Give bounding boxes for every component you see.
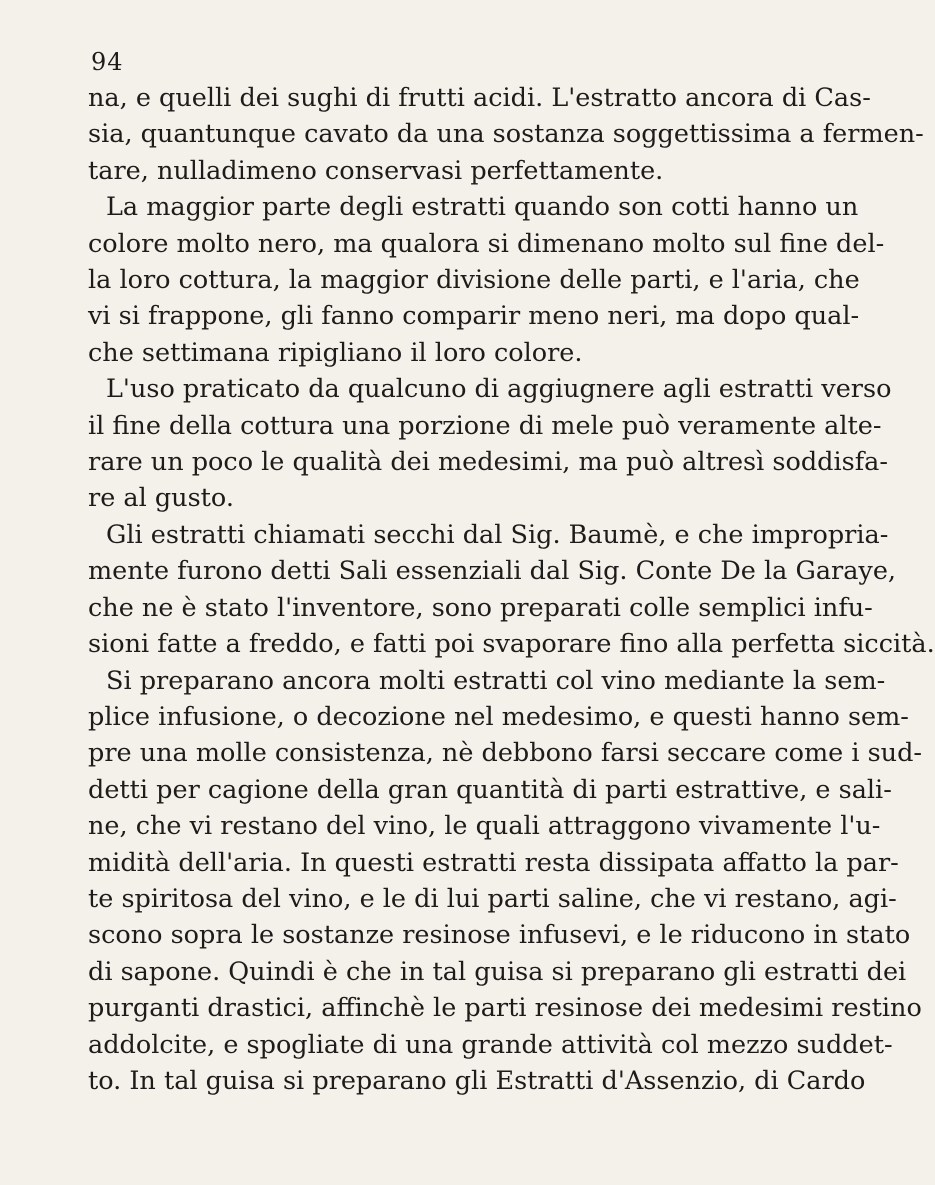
text-line: detti per cagione della gran quantità di parti estrattive, e sali- [88, 774, 892, 805]
text-line: ne, che vi restano del vino, le quali attraggono vivamente l'u- [88, 811, 881, 842]
text-line: rare un poco le qualità dei medesimi, ma può altresì soddisfa- [88, 447, 888, 478]
text-line: la loro cottura, la maggior divisione delle parti, e l'aria, che [88, 265, 860, 296]
text-line: La maggior parte degli estratti quando son cotti hanno un [106, 192, 859, 223]
text-line: Gli estratti chiamati secchi dal Sig. Baumè, e che impropria- [106, 519, 889, 550]
text-line: colore molto nero, ma qualora si dimenano molto sul fine del- [88, 228, 885, 259]
text-line: addolcite, e spogliate di una grande attività col mezzo suddet- [88, 1029, 893, 1060]
text-line: purganti drastici, affinchè le parti resinose dei medesimi restino [88, 993, 922, 1024]
text-line: tare, nulladimeno conservasi perfettamente. [88, 155, 664, 186]
text-line: midità dell'aria. In questi estratti resta dissipata affatto la par- [88, 847, 899, 878]
text-line: te spiritosa del vino, e le di lui parti saline, che vi restano, agi- [88, 883, 897, 914]
text-line: mente furono detti Sali essenziali dal Sig. Conte De la Garaye, [88, 556, 897, 587]
text-line: Si preparano ancora molti estratti col vino mediante la sem- [106, 665, 886, 696]
text-line: di sapone. Quindi è che in tal guisa si preparano gli estratti dei [88, 956, 907, 987]
text-line: il fine della cottura una porzione di mele può veramente alte- [88, 410, 882, 441]
page-number: 94 [91, 48, 124, 76]
text-line: na, e quelli dei sughi di frutti acidi. L'estratto ancora di Cas- [88, 83, 871, 113]
text-line: che ne è stato l'inventore, sono preparati colle semplici infu- [88, 592, 873, 623]
text-line: sia, quantunque cavato da una sostanza soggettissima a fermen- [88, 119, 924, 150]
text-line: sioni fatte a freddo, e fatti poi svaporare fino alla perfetta siccità. [88, 629, 935, 660]
text-line: plice infusione, o decozione nel medesimo, e questi hanno sem- [88, 701, 909, 732]
body-text [88, 80, 935, 1099]
text-line: re al gusto. [88, 483, 234, 514]
text-line: scono sopra le sostanze resinose infusevi, e le riducono in stato [88, 920, 911, 951]
text-line: vi si frappone, gli fanno comparir meno neri, ma dopo qual- [88, 301, 860, 332]
text-line: che settimana ripigliano il loro colore. [88, 337, 583, 368]
text-line: to. In tal guisa si preparano gli Estratti d'Assenzio, di Cardo [88, 1065, 866, 1096]
text-line: L'uso praticato da qualcuno di aggiugnere agli estratti verso [106, 374, 892, 405]
text-line: pre una molle consistenza, nè debbono farsi seccare come i sud- [88, 738, 923, 769]
